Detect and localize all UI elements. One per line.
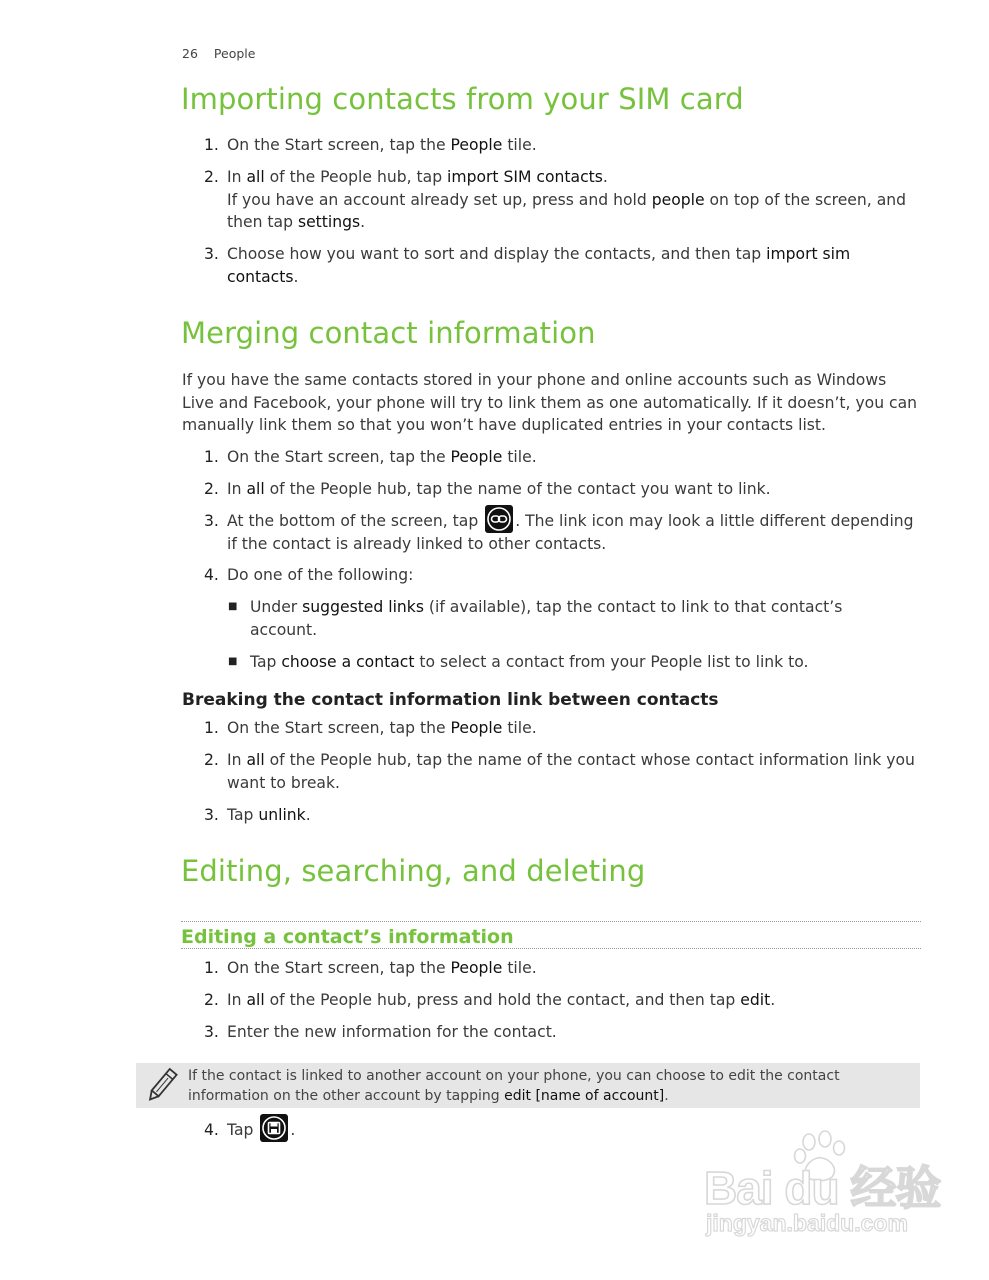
heading-import: Importing contacts from your SIM card bbox=[181, 82, 744, 116]
subheading-break-link: Breaking the contact information link between contacts bbox=[182, 690, 719, 710]
running-header bbox=[182, 46, 271, 61]
pencil-icon bbox=[142, 1067, 182, 1109]
link-icon bbox=[485, 505, 513, 533]
watermark-url: jingyan.baidu.com bbox=[706, 1210, 908, 1236]
merge-intro: If you have the same contacts stored in your phone and online accounts such as Windows Live and Facebook, your phone will try to link them as one automatically. If it doesn’t, you can manually link them so that you won’t have duplicated entries in your contacts list. bbox=[182, 371, 918, 434]
note-text: If the contact is linked to another account on your phone, you can choose to edit the contact information on the other account by tapping edit [name of account]. bbox=[188, 1068, 840, 1104]
page-number: 26 bbox=[182, 46, 198, 61]
watermark-logo: Bai du 经验 bbox=[704, 1162, 941, 1214]
section-name: People bbox=[213, 46, 256, 61]
subheading-edit-contact: Editing a contact’s information bbox=[181, 926, 514, 948]
note-box bbox=[136, 1063, 920, 1108]
baidu-watermark bbox=[700, 1130, 940, 1245]
heading-merge: Merging contact information bbox=[181, 316, 596, 350]
save-icon bbox=[260, 1114, 288, 1142]
subheading-edit-box bbox=[181, 921, 921, 949]
manual-page: 26 People Importing contacts from your SIM card 1. On the Start screen, tap the People tile. 2. In all of the People hub, tap import SIM contacts. If you have an account already set up, press and hold people on top of the screen, and then tap settings. 3. Choose how you want to sort and display the contacts, and then tap import sim contacts. Merging contact information If you have the same contacts stored in your phone and online accounts such as Windows Live and Facebook, your phone will try to link them as one automatically. If it doesn’t, you can manually link them so that you won’t have duplicated entries in your contacts list. 1. On the Start screen, tap the People tile. 2. In all of the People hub, tap the name of the contact you want to link. 3. At the bottom of the screen, tap . The link icon may look a little different depending if the contact is already linked to other contacts. 4. Do one of the following: ■ Under suggested links (if available), tap the contact to link to that contact’s account. ■ Tap choose a contact to select a contact from your People list to link to. Breaking the contact information link between contacts 1. On the Start screen, tap the People tile. 2. In all of the People hub, tap the name of the contact whose contact information link you want to break. 3. Tap unlink. Editing, searching, and deleting Editing a contact’s information 1. On the Start screen, tap the People tile. 2. In all of the People hub, press and hold the contact, and then tap edit. 3. Enter the new information for the contact. If the contact is linked to another account on your phone, you can choose to edit the contact information on the other account by tapping edit [name of account]. 4. Tap . Bai du 经验 jingyan.baidu.com bbox=[0, 0, 989, 1280]
heading-edit: Editing, searching, and deleting bbox=[181, 854, 646, 888]
